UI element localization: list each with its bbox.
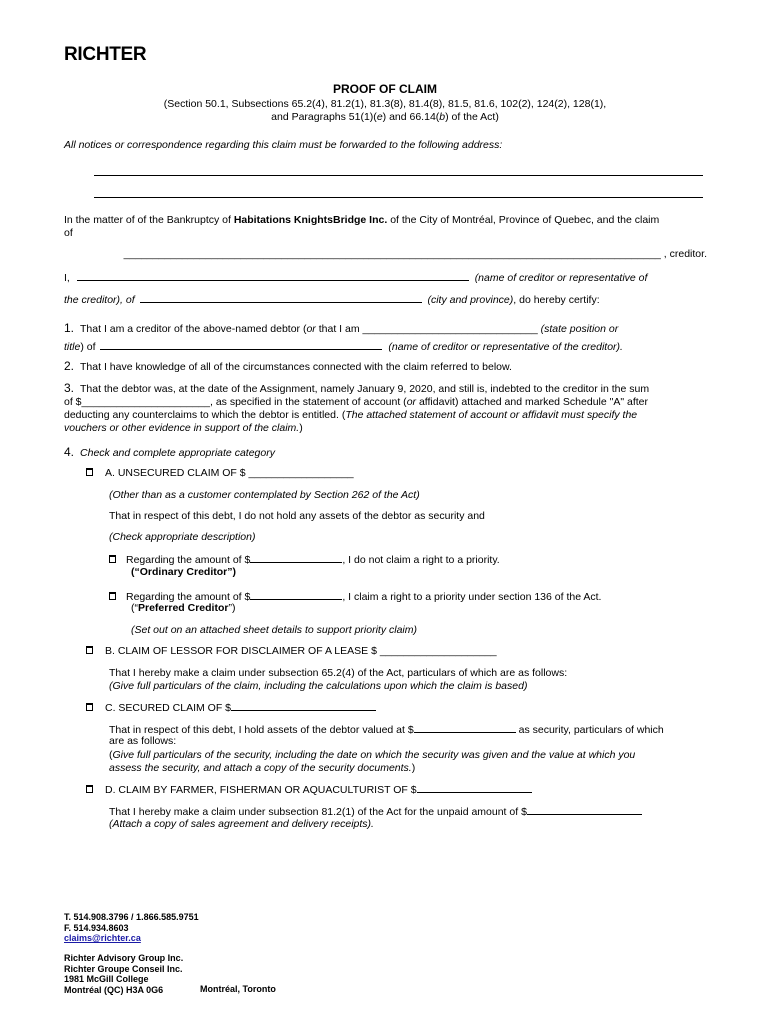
category-b-note: (Give full particulars of the claim, including the calculations upon which the claim is based) [109, 680, 528, 692]
checkbox-d[interactable] [86, 785, 93, 793]
item-1-field[interactable] [100, 339, 382, 350]
footer-fax: F. 514.934.8603 [64, 922, 129, 933]
ordinary-creditor-option: Regarding the amount of $ , I do not claim a right to a priority. [109, 552, 500, 567]
footer-offices: Montréal, Toronto [200, 984, 276, 994]
address-line-2[interactable] [94, 197, 703, 198]
form-subtitle-line2: and Paragraphs 51(1)(e) and 66.14(b) of the Act) [271, 111, 499, 123]
checkbox-b[interactable] [86, 646, 93, 654]
item-3: 3. That the debtor was, at the date of the Assignment, namely January 9, 2020, and still is, indebted to the creditor in the sum of $______________________, as specified in the statement of account (or affidavit) attached and marked Schedule "A" after deducting any counterclaims to which the debtor is entitled. (The attached statement of account or affidavit must specify the vouchers or other evidence in support of the claim.) [64, 381, 650, 434]
item-1-cont: title) of (name of creditor or representative of the creditor). [64, 341, 623, 353]
category-c-note: (Give full particulars of the security, including the date on which the security was given and the value at which you [109, 749, 636, 761]
footer-company-2: Richter Groupe Conseil Inc. [64, 963, 183, 974]
footer-address [64, 953, 183, 995]
category-a: A. UNSECURED CLAIM OF $ __________________ [86, 467, 354, 480]
checkbox-preferred[interactable] [109, 592, 116, 600]
unpaid-amount-field[interactable] [527, 804, 642, 815]
item-2: 2. That I have knowledge of all of the circumstances connected with the claim referred to below. [64, 359, 512, 373]
farmer-amount-field[interactable] [417, 782, 532, 793]
category-c: C. SECURED CLAIM OF $ [86, 700, 376, 715]
ordinary-amount-field[interactable] [250, 552, 342, 563]
priority-note: (Set out on an attached sheet details to support priority claim) [131, 624, 417, 636]
category-d-note: (Attach a copy of sales agreement and delivery receipts). [109, 818, 374, 830]
category-d-text: That I hereby make a claim under subsection 81.2(1) of the Act for the unpaid amount of $ [109, 804, 642, 819]
checkbox-c[interactable] [86, 703, 93, 711]
category-c-note2: assess the security, and attach a copy of the security documents.) [109, 762, 416, 774]
category-a-check: (Check appropriate description) [109, 531, 256, 543]
category-b: B. CLAIM OF LESSOR FOR DISCLAIMER OF A LEASE $ ____________________ [86, 645, 497, 658]
richter-logo: RICHTER [64, 44, 147, 65]
ordinary-creditor-label: (“Ordinary Creditor”) [131, 566, 237, 578]
footer-company-1: Richter Advisory Group Inc. [64, 953, 184, 963]
secured-amount-field[interactable] [231, 700, 376, 711]
secured-value-field[interactable] [414, 722, 516, 733]
category-c-text: That in respect of this debt, I hold assets of the debtor valued at $ as security, particulars of which [109, 724, 664, 736]
creditor-name-field[interactable] [77, 270, 469, 281]
form-title: PROOF OF CLAIM [333, 82, 437, 96]
footer-email-link[interactable]: claims@richter.ca [64, 933, 141, 943]
checkbox-a[interactable] [86, 468, 93, 476]
notice-text: All notices or correspondence regarding this claim must be forwarded to the following address: [64, 139, 503, 151]
creditor-name-row: I, (name of creditor or representative of [64, 272, 648, 284]
checkbox-ordinary[interactable] [109, 555, 116, 563]
category-d: D. CLAIM BY FARMER, FISHERMAN OR AQUACULTURIST OF $ [86, 782, 532, 797]
matter-paragraph: In the matter of of the Bankruptcy of Habitations KnightsBridge Inc. of the City of Montréal, Province of Quebec, and the claim of [64, 214, 660, 239]
footer-street: 1981 McGill College [64, 974, 149, 984]
footer-phone: T. 514.908.3796 / 1.866.585.9751 [64, 912, 199, 922]
address-line-1[interactable] [94, 175, 703, 176]
preferred-creditor-label: (“Preferred Creditor”) [131, 602, 236, 614]
category-b-text: That I hereby make a claim under subsection 65.2(4) of the Act, particulars of which are as follows: [109, 667, 568, 679]
item-1: 1. That I am a creditor of the above-named debtor (or that I am ______________________________ (state position or [64, 321, 619, 335]
category-a-text: That in respect of this debt, I do not hold any assets of the debtor as security and [109, 510, 485, 522]
item-4: 4. Check and complete appropriate category [64, 445, 275, 459]
preferred-creditor-option: Regarding the amount of $ , I claim a right to a priority under section 136 of the Act. [109, 589, 601, 604]
category-c-text2: are as follows: [109, 735, 177, 747]
city-row: the creditor), of (city and province), do hereby certify: [64, 294, 600, 306]
footer-city: Montréal (QC) H3A 0G6 [64, 984, 164, 995]
city-field[interactable] [140, 292, 422, 303]
category-a-note: (Other than as a customer contemplated by Section 262 of the Act) [109, 489, 420, 501]
creditor-line[interactable]: ____________________________________________________________________________________________ , creditor. [123, 248, 707, 260]
form-subtitle-line1: (Section 50.1, Subsections 65.2(4), 81.2(1), 81.3(8), 81.4(8), 81.5, 81.6, 102(2), 124(2), 128(1), [163, 98, 607, 110]
preferred-amount-field[interactable] [250, 589, 342, 600]
footer-contact [64, 912, 199, 944]
